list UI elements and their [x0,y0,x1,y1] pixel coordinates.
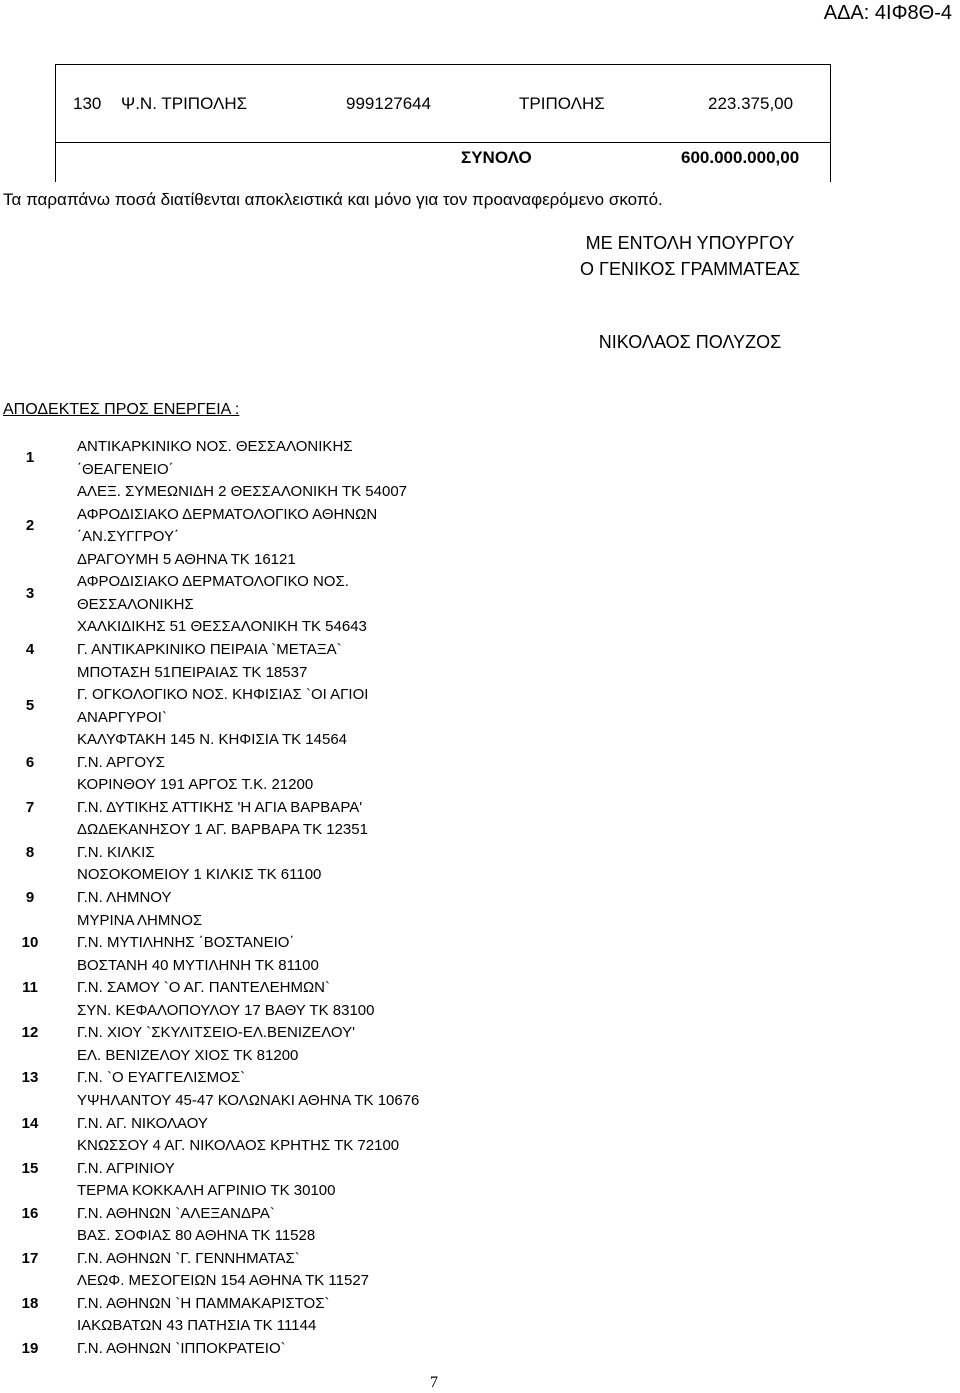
recipient-line: ΚΟΡΙΝΘΟΥ 191 ΑΡΓΟΣ Τ.Κ. 21200 [77,776,314,794]
recipient-line: ΑΝΑΡΓΥΡΟΙ` [77,708,167,726]
recipient-line: ΙΑΚΩΒΑΤΩΝ 43 ΠΑΤΗΣΙΑ ΤΚ 11144 [77,1317,317,1335]
order-line-2: Ο ΓΕΝΙΚΟΣ ΓΡΑΜΜΑΤΕΑΣ [580,259,800,279]
recipient-line: ΜΥΡΙΝΑ ΛΗΜΝΟΣ [77,911,203,929]
recipient-line: Γ.Ν. ΧΙΟΥ `ΣΚΥΛΙΤΣΕΙΟ-ΕΛ.ΒΕΝΙΖΕΛΟΥ' [77,1024,355,1042]
recipient-line: ΑΝΤΙΚΑΡΚΙΝΙΚΟ ΝΟΣ. ΘΕΣΣΑΛΟΝΙΚΗΣ [77,438,353,455]
recipient-line: Γ.Ν. ΔΥΤΙΚΗΣ ΑΤΤΙΚΗΣ 'Η ΑΓΙΑ ΒΑΡΒΑΡΑ' [77,798,363,816]
recipient-line: Γ.Ν. ΑΘΗΝΩΝ `ΑΛΕΞΑΝΔΡΑ` [77,1204,275,1222]
recipient-line: ΄ΑΝ.ΣΥΓΓΡΟΥ΄ [77,528,179,546]
recipient-line: Γ.Ν. ΣΑΜΟΥ `Ο ΑΓ. ΠΑΝΤΕΛΕΗΜΩΝ` [77,979,330,997]
recipient-line: Γ.Ν. ΑΘΗΝΩΝ `Γ. ΓΕΝΝΗΜΑΤΑΣ` [77,1249,300,1267]
recipient-number: 19 [21,1340,39,1357]
recipient-number: 8 [25,843,35,861]
recipient-number: 10 [21,934,39,952]
city: ΤΡΙΠΟΛΗΣ [519,94,605,113]
total-label: ΣΥΝΟΛΟ [461,148,532,167]
recipient-line: ΔΩΔΕΚΑΝΗΣΟΥ 1 ΑΓ. ΒΑΡΒΑΡΑ ΤΚ 12351 [77,821,368,839]
recipient-line: Γ.Ν. `Ο ΕΥΑΓΓΕΛΙΣΜΟΣ` [77,1069,246,1087]
recipient-line: Γ. ΑΝΤΙΚΑΡΚΙΝΙΚΟ ΠΕΙΡΑΙΑ `ΜΕΤΑΞΑ` [77,640,342,658]
allocation-note: Τα παραπάνω ποσά διατίθενται αποκλειστικά και μόνο για τον προαναφερόμενο σκοπό. [3,190,663,209]
recipient-line: Γ.Ν. ΑΘΗΝΩΝ `Η ΠΑΜΜΑΚΑΡΙΣΤΟΣ` [77,1294,330,1312]
recipient-number: 11 [22,979,38,997]
recipient-line: ΤΕΡΜΑ ΚΟΚΚΑΛΗ ΑΓΡΙΝΙΟ ΤΚ 30100 [77,1182,336,1200]
recipient-line: ΒΑΣ. ΣΟΦΙΑΣ 80 ΑΘΗΝΑ ΤΚ 11528 [77,1227,316,1245]
recipient-number: 5 [25,697,35,715]
recipient-line: Γ. ΟΓΚΟΛΟΓΙΚΟ ΝΟΣ. ΚΗΦΙΣΙΑΣ `ΟΙ ΑΓΙΟΙ [77,686,369,704]
recipient-number: 1 [25,449,35,467]
recipient-line: ΚΑΛΥΦΤΑΚΗ 145 Ν. ΚΗΦΙΣΙΑ ΤΚ 14564 [77,731,347,749]
recipient-line: ΔΡΑΓΟΥΜΗ 5 ΑΘΗΝΑ ΤΚ 16121 [77,550,296,568]
recipient-number: 3 [25,584,35,602]
recipient-number: 18 [21,1294,39,1312]
tax-id: 999127644 [346,94,432,113]
recipient-line: ΥΨΗΛΑΝΤΟΥ 45-47 ΚΟΛΩΝΑΚΙ ΑΘΗΝΑ ΤΚ 10676 [77,1091,420,1109]
recipient-number: 4 [25,640,35,658]
recipient-line: ΜΠΟΤΑΣΗ 51ΠΕΙΡΑΙΑΣ ΤΚ 18537 [77,663,308,681]
recipient-line: ΘΕΣΣΑΛΟΝΙΚΗΣ [77,595,194,613]
recipient-line: ΑΛΕΞ. ΣΥΜΕΩΝΙΔΗ 2 ΘΕΣΣΑΛΟΝΙΚΗ ΤΚ 54007 [77,483,408,501]
page-number: 7 [430,1374,438,1391]
recipient-line: Γ.Ν. ΑΡΓΟΥΣ [77,753,165,771]
recipient-number: 15 [21,1159,39,1177]
recipient-line: ΄ΘΕΑΓΕΝΕΙΟ΄ [77,460,174,478]
ada-code: ΑΔΑ: 4ΙΦ8Θ-4 [823,2,952,24]
recipient-line: ΝΟΣΟΚΟΜΕΙΟΥ 1 ΚΙΛΚΙΣ ΤΚ 61100 [77,866,322,884]
recipient-line: ΚΝΩΣΣΟΥ 4 ΑΓ. ΝΙΚΟΛΑΟΣ ΚΡΗΤΗΣ ΤΚ 72100 [77,1137,400,1155]
recipient-line: Γ.Ν. ΛΗΜΝΟΥ [77,889,172,906]
recipients-heading: ΑΠΟΔΕΚΤΕΣ ΠΡΟΣ ΕΝΕΡΓΕΙΑ : [3,401,240,418]
recipient-line: Γ.Ν. ΑΓΡΙΝΙΟΥ [77,1159,175,1177]
recipient-line: ΛΕΩΦ. ΜΕΣΟΓΕΙΩΝ 154 ΑΘΗΝΑ ΤΚ 11527 [77,1272,370,1290]
recipient-number: 12 [21,1024,39,1042]
recipient-number: 6 [25,753,35,771]
recipient-line: ΧΑΛΚΙΔΙΚΗΣ 51 ΘΕΣΣΑΛΟΝΙΚΗ ΤΚ 54643 [77,618,367,636]
recipient-number: 7 [25,798,35,816]
table-divider [56,142,830,143]
order-line-1: ΜΕ ΕΝΤΟΛΗ ΥΠΟΥΡΓΟΥ [585,233,795,253]
recipient-line: ΒΟΣΤΑΝΗ 40 ΜΥΤΙΛΗΝΗ ΤΚ 81100 [77,956,319,974]
recipient-line: ΑΦΡΟΔΙΣΙΑΚΟ ΔΕΡΜΑΤΟΛΟΓΙΚΟ ΝΟΣ. [77,573,349,591]
recipient-line: ΕΛ. ΒΕΝΙΖΕΛΟΥ ΧΙΟΣ ΤΚ 81200 [77,1046,299,1064]
recipient-number: 17 [21,1249,39,1267]
total-amount: 600.000.000,00 [681,148,800,167]
row-number: 130 [73,94,102,113]
recipient-line: Γ.Ν. ΚΙΛΚΙΣ [77,843,155,861]
recipient-number: 14 [21,1114,39,1132]
recipient-line: Γ.Ν. ΑΘΗΝΩΝ `ΙΠΠΟΚΡΑΤΕΙΟ` [77,1340,286,1357]
recipient-line: ΣΥΝ. ΚΕΦΑΛΟΠΟΥΛΟΥ 17 ΒΑΘΥ ΤΚ 83100 [77,1001,375,1019]
recipient-line: ΑΦΡΟΔΙΣΙΑΚΟ ΔΕΡΜΑΤΟΛΟΓΙΚΟ ΑΘΗΝΩΝ [77,505,378,523]
signatory-name: ΝΙΚΟΛΑΟΣ ΠΟΛΥΖΟΣ [598,332,782,352]
recipient-number: 13 [21,1069,39,1087]
recipient-number: 16 [21,1204,39,1222]
amount: 223.375,00 [708,94,794,113]
recipient-line: Γ.Ν. ΜΥΤΙΛΗΝΗΣ ΄ΒΟΣΤΑΝΕΙΟ΄ [77,934,295,952]
recipient-number: 2 [25,516,35,534]
recipient-line: Γ.Ν. ΑΓ. ΝΙΚΟΛΑΟΥ [77,1114,208,1132]
hospital-name: Ψ.Ν. ΤΡΙΠΟΛΗΣ [121,94,248,113]
allocation-table [55,64,831,182]
recipient-number: 9 [25,889,35,906]
